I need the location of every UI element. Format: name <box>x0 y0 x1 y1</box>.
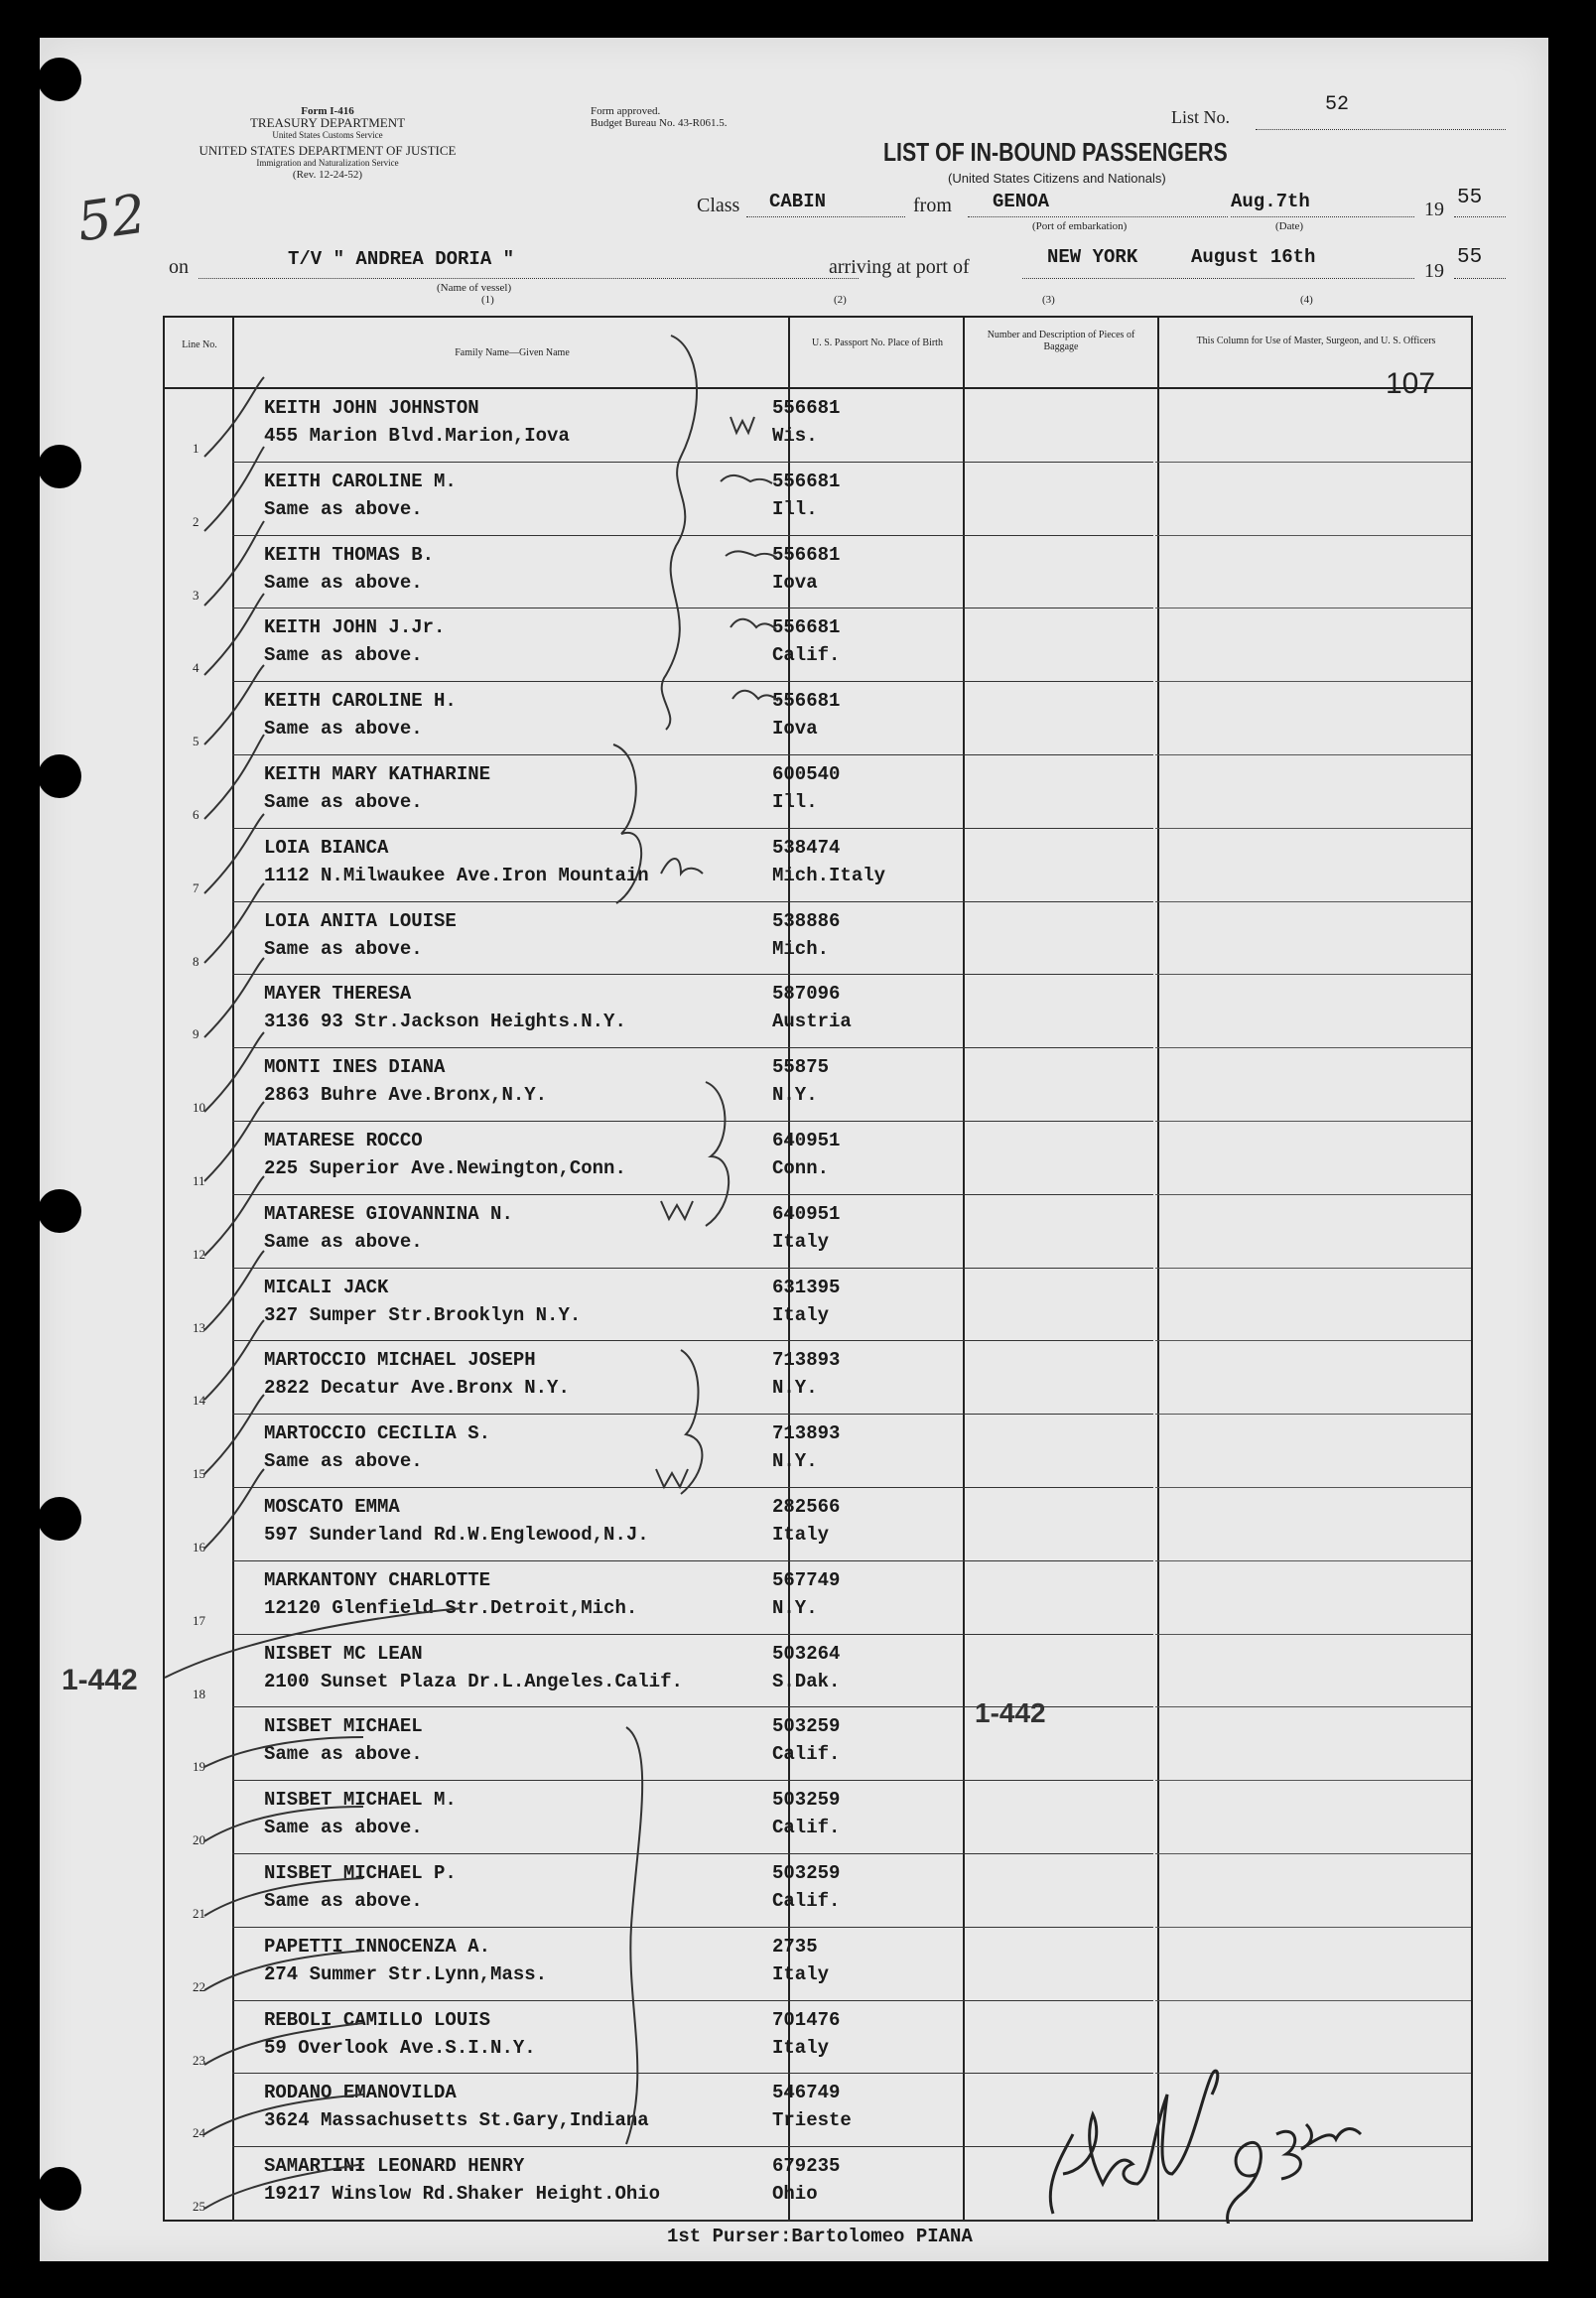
punch-hole <box>38 58 81 101</box>
table-row <box>165 1781 1471 1854</box>
passport-number: 567749 <box>772 1568 841 1591</box>
line-number: 12 <box>193 1246 205 1262</box>
line-number: 17 <box>193 1612 205 1628</box>
line-number: 23 <box>193 2052 205 2068</box>
class-label: Class <box>697 195 740 216</box>
passport-number: 503259 <box>772 1862 841 1884</box>
place-of-birth: S.Dak. <box>772 1670 841 1692</box>
passenger-address: 225 Superior Ave.Newington,Conn. <box>264 1157 626 1179</box>
punch-hole <box>38 754 81 798</box>
place-of-birth: Calif. <box>772 1817 841 1839</box>
form-approved: Form approved. <box>591 105 661 117</box>
passport-number: 282566 <box>772 1496 841 1518</box>
place-of-birth: Conn. <box>772 1157 830 1179</box>
arrival-port: NEW YORK <box>1047 246 1138 268</box>
table-row <box>165 1635 1471 1708</box>
class-value: CABIN <box>769 191 827 212</box>
passport-number: 503259 <box>772 1789 841 1812</box>
col-header-passport: U. S. Passport No. Place of Birth <box>812 338 943 348</box>
arriving-label: arriving at port of <box>829 256 970 278</box>
column-caption-1: (1) <box>481 294 494 306</box>
column-caption-4: (4) <box>1300 294 1313 306</box>
passenger-address: Same as above. <box>264 718 423 741</box>
table-row <box>165 608 1471 682</box>
passport-number: 503264 <box>772 1642 841 1665</box>
line-number: 14 <box>193 1393 205 1409</box>
passenger-address: 274 Summer Str.Lynn,Mass. <box>264 1962 548 1985</box>
line-number: 25 <box>193 2199 205 2215</box>
table-row <box>165 682 1471 755</box>
passenger-name: LOIA ANITA LOUISE <box>264 909 457 932</box>
passenger-name: MATARESE ROCCO <box>264 1130 423 1151</box>
table-row <box>165 1122 1471 1195</box>
passport-number: 538474 <box>772 836 841 859</box>
form-approval <box>591 105 727 129</box>
place-of-birth: Italy <box>772 1230 830 1253</box>
place-of-birth: Calif. <box>772 644 841 667</box>
passenger-address: 3624 Massachusetts St.Gary,Indiana <box>264 2109 649 2132</box>
date-caption: (Date) <box>1275 220 1304 232</box>
place-of-birth: Italy <box>772 2036 830 2059</box>
passenger-address: 2100 Sunset Plaza Dr.L.Angeles.Calif. <box>264 1670 683 1692</box>
punch-hole <box>38 445 81 488</box>
passport-number: 713893 <box>772 1349 841 1372</box>
table-row <box>165 2147 1471 2221</box>
officer-number: 107 <box>1386 367 1436 400</box>
table-row <box>165 1048 1471 1122</box>
passenger-address: Same as above. <box>264 937 423 960</box>
passenger-address: 2822 Decatur Ave.Bronx N.Y. <box>264 1377 570 1400</box>
table-row <box>165 1928 1471 2001</box>
treasury-label: TREASURY DEPARTMENT <box>249 115 406 130</box>
passenger-address: Same as above. <box>264 497 423 520</box>
page-subtitle: (United States Citizens and Nationals) <box>948 171 1166 186</box>
form-number: Form I-416 <box>301 105 354 117</box>
passenger-name: MICALI JACK <box>264 1276 389 1298</box>
passenger-name: NISBET MICHAEL P. <box>264 1862 457 1884</box>
purser-signature-line: 1st Purser:Bartolomeo PIANA <box>667 2226 973 2247</box>
place-of-birth: Ohio <box>772 2183 818 2206</box>
from-label: from <box>913 195 952 216</box>
passenger-address: 2863 Buhre Ave.Bronx,N.Y. <box>264 1084 548 1107</box>
punch-hole <box>38 1497 81 1541</box>
passenger-name: REBOLI CAMILLO LOUIS <box>264 2008 491 2031</box>
line-number: 16 <box>193 1540 205 1555</box>
passenger-name: KEITH CAROLINE M. <box>264 470 457 492</box>
line-number: 3 <box>193 587 200 603</box>
table-row <box>165 1195 1471 1269</box>
passenger-name: LOIA BIANCA <box>264 836 389 859</box>
table-row <box>165 2074 1471 2147</box>
passport-number: 701476 <box>772 2008 841 2031</box>
passenger-address: Same as above. <box>264 1230 423 1253</box>
place-of-birth: N.Y. <box>772 1377 818 1400</box>
table-row <box>165 1488 1471 1561</box>
passenger-address: 327 Sumper Str.Brooklyn N.Y. <box>264 1303 582 1326</box>
passport-number: 556681 <box>772 470 841 492</box>
on-label: on <box>169 256 189 278</box>
punch-hole <box>38 2167 81 2211</box>
line-number: 21 <box>193 1906 205 1921</box>
passport-number: 587096 <box>772 983 841 1006</box>
arrival-year: 55 <box>1457 246 1483 269</box>
line-number: 5 <box>193 734 200 749</box>
place-of-birth: Calif. <box>772 1890 841 1912</box>
col-header-line-no: Line No. <box>182 339 217 350</box>
passport-number: 631395 <box>772 1276 841 1298</box>
passenger-name: KEITH JOHN J.Jr. <box>264 616 446 639</box>
table-row <box>165 1269 1471 1342</box>
passport-number: 538886 <box>772 909 841 932</box>
line-number: 1 <box>193 441 200 456</box>
form-identification <box>189 105 466 181</box>
passenger-address: Same as above. <box>264 1817 423 1839</box>
passenger-address: 1112 N.Milwaukee Ave.Iron Mountain <box>264 864 649 886</box>
passenger-name: NISBET MICHAEL M. <box>264 1789 457 1812</box>
line-number: 4 <box>193 660 200 676</box>
passenger-address: Same as above. <box>264 791 423 813</box>
list-number: 52 <box>1325 93 1350 116</box>
passport-number: 2735 <box>772 1935 818 1958</box>
passport-number: 556681 <box>772 616 841 639</box>
passenger-address: 3136 93 Str.Jackson Heights.N.Y. <box>264 1011 626 1033</box>
revision-label: (Rev. 12-24-52) <box>292 169 363 181</box>
place-of-birth: Iova <box>772 718 818 741</box>
place-of-birth: Mich.Italy <box>772 864 886 886</box>
passport-number: 600540 <box>772 763 841 785</box>
table-row <box>165 1415 1471 1488</box>
passenger-name: MATARESE GIOVANNINA N. <box>264 1202 513 1225</box>
justice-label: UNITED STATES DEPARTMENT OF JUSTICE <box>199 143 457 158</box>
col-header-officers: This Column for Use of Master, Surgeon, and U. S. Officers <box>1196 336 1436 346</box>
document-page <box>40 38 1548 2261</box>
table-row <box>165 975 1471 1048</box>
line-number: 24 <box>193 2125 205 2141</box>
place-of-birth: Trieste <box>772 2109 852 2132</box>
table-row <box>165 2001 1471 2075</box>
passenger-table <box>163 316 1473 2222</box>
col-header-name: Family Name—Given Name <box>455 347 570 358</box>
margin-stamp: 1-442 <box>62 1664 138 1696</box>
table-row <box>165 1561 1471 1635</box>
place-of-birth: Mich. <box>772 937 830 960</box>
passport-number: 546749 <box>772 2082 841 2104</box>
year-prefix: 19 <box>1424 199 1444 220</box>
passport-number: 556681 <box>772 543 841 566</box>
passenger-name: KEITH THOMAS B. <box>264 543 435 566</box>
vessel-caption: (Name of vessel) <box>437 282 512 294</box>
passport-number: 556681 <box>772 690 841 713</box>
passenger-address: 597 Sunderland Rd.W.Englewood,N.J. <box>264 1524 649 1546</box>
table-row <box>165 902 1471 976</box>
place-of-birth: N.Y. <box>772 1450 818 1473</box>
from-port: GENOA <box>993 191 1050 212</box>
passenger-address: Same as above. <box>264 571 423 594</box>
customs-label: United States Customs Service <box>272 130 383 140</box>
table-row <box>165 389 1471 463</box>
line-number: 15 <box>193 1466 205 1482</box>
line-number: 9 <box>193 1026 200 1042</box>
place-of-birth: Ill. <box>772 791 818 813</box>
line-number: 10 <box>193 1100 205 1116</box>
passport-number: 55875 <box>772 1056 830 1079</box>
passenger-address: Same as above. <box>264 1743 423 1766</box>
passenger-name: NISBET MC LEAN <box>264 1642 423 1665</box>
line-number: 8 <box>193 953 200 969</box>
table-row <box>165 829 1471 902</box>
passenger-address: Same as above. <box>264 1450 423 1473</box>
passport-number: 640951 <box>772 1202 841 1225</box>
passenger-name: MARKANTONY CHARLOTTE <box>264 1568 491 1591</box>
passport-number: 679235 <box>772 2155 841 2178</box>
table-row <box>165 1854 1471 1928</box>
port-caption: (Port of embarkation) <box>1032 220 1128 232</box>
table-row <box>165 463 1471 536</box>
line-number: 22 <box>193 1978 205 1994</box>
vessel-name: T/V " ANDREA DORIA " <box>288 248 515 270</box>
col-header-baggage: Number and Description of Pieces of Baggage <box>987 330 1135 352</box>
table-row <box>165 1707 1471 1781</box>
passenger-name: NISBET MICHAEL <box>264 1715 423 1738</box>
passenger-name: SAMARTINI LEONARD HENRY <box>264 2155 525 2178</box>
passenger-name: MAYER THERESA <box>264 983 412 1006</box>
budget-bureau: Budget Bureau No. 43-R061.5. <box>591 117 728 129</box>
table-row <box>165 536 1471 609</box>
place-of-birth: Italy <box>772 1524 830 1546</box>
passenger-name: KEITH MARY KATHARINE <box>264 763 491 785</box>
passenger-name: KEITH JOHN JOHNSTON <box>264 397 479 419</box>
line-number: 7 <box>193 879 200 895</box>
place-of-birth: Italy <box>772 1962 830 1985</box>
passenger-address: Same as above. <box>264 644 423 667</box>
passenger-name: MONTI INES DIANA <box>264 1056 446 1079</box>
passenger-address: 455 Marion Blvd.Marion,Iova <box>264 425 570 447</box>
table-row <box>165 1341 1471 1415</box>
place-of-birth: Wis. <box>772 425 818 447</box>
column-caption-2: (2) <box>834 294 847 306</box>
line-number: 11 <box>193 1173 205 1188</box>
passenger-name: PAPETTI INNOCENZA A. <box>264 1935 491 1958</box>
margin-handwritten-number: 52 <box>72 182 150 254</box>
place-of-birth: N.Y. <box>772 1084 818 1107</box>
passport-number: 556681 <box>772 397 841 419</box>
line-number: 18 <box>193 1686 205 1701</box>
line-number: 6 <box>193 807 200 822</box>
list-no-label: List No. <box>1171 107 1231 127</box>
passenger-name: RODANO EMANOVILDA <box>264 2082 457 2104</box>
line-number: 2 <box>193 513 200 529</box>
passenger-address: Same as above. <box>264 1890 423 1912</box>
departure-date: Aug.7th <box>1231 191 1310 212</box>
passport-number: 503259 <box>772 1715 841 1738</box>
passport-number: 640951 <box>772 1130 841 1151</box>
line-number: 13 <box>193 1319 205 1335</box>
place-of-birth: Austria <box>772 1011 852 1033</box>
passenger-name: KEITH CAROLINE H. <box>264 690 457 713</box>
line-number: 19 <box>193 1759 205 1775</box>
departure-year: 55 <box>1457 187 1483 209</box>
place-of-birth: N.Y. <box>772 1596 818 1619</box>
passenger-name: MARTOCCIO MICHAEL JOSEPH <box>264 1349 536 1372</box>
line-number: 20 <box>193 1832 205 1848</box>
passenger-address: 19217 Winslow Rd.Shaker Height.Ohio <box>264 2183 661 2206</box>
column-caption-3: (3) <box>1042 294 1055 306</box>
passport-number: 713893 <box>772 1422 841 1445</box>
arrival-date: August 16th <box>1191 246 1316 268</box>
ins-label: Immigration and Naturalization Service <box>256 158 399 168</box>
table-row <box>165 755 1471 829</box>
passenger-name: MOSCATO EMMA <box>264 1496 400 1518</box>
place-of-birth: Calif. <box>772 1743 841 1766</box>
place-of-birth: Iova <box>772 571 818 594</box>
page-title: LIST OF IN-BOUND PASSENGERS <box>883 137 1228 167</box>
punch-hole <box>38 1189 81 1233</box>
passenger-name: MARTOCCIO CECILIA S. <box>264 1422 491 1445</box>
place-of-birth: Italy <box>772 1303 830 1326</box>
passenger-address: 12120 Glenfield Str.Detroit,Mich. <box>264 1596 638 1619</box>
baggage-stamp: 1-442 <box>975 1697 1046 1728</box>
year-prefix-2: 19 <box>1424 260 1444 282</box>
place-of-birth: Ill. <box>772 497 818 520</box>
passenger-address: 59 Overlook Ave.S.I.N.Y. <box>264 2036 536 2059</box>
